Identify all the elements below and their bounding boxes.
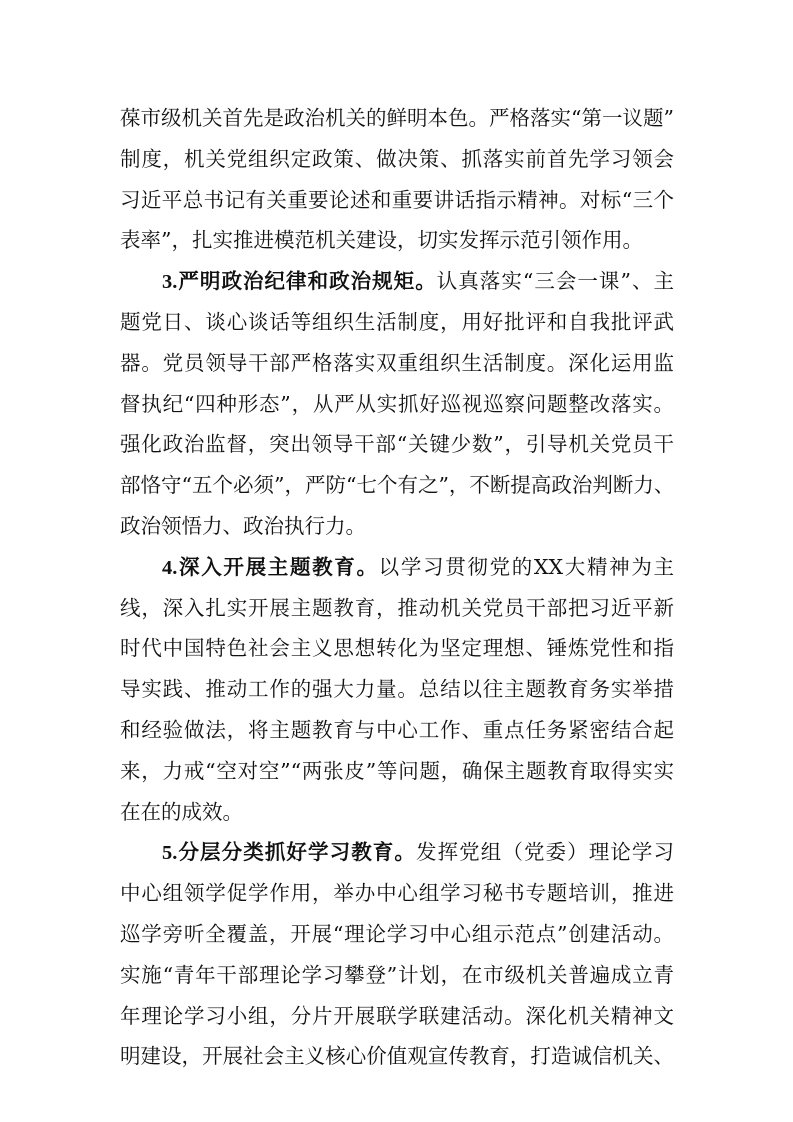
paragraph-continuation xyxy=(120,104,674,267)
text-line: 来，力戒“空对空”“两张皮”等问题，确保主题教育取得实实 xyxy=(120,758,674,783)
text-line: 巡学旁听全覆盖，开展“理论学习中心组示范点”创建活动。 xyxy=(120,921,674,946)
text-span: 认真落实“三会一课”、主 xyxy=(436,269,674,294)
text-line: 表率”，扎实推进模范机关建设，切实发挥示范引领作用。 xyxy=(120,228,643,253)
text-line: 题党日、谈心谈话等组织生活制度，用好批评和自我批评武 xyxy=(120,309,674,334)
text-line: 强化政治监督，突出领导干部“关键少数”，引导机关党员干 xyxy=(120,432,674,457)
text-line: 明建设，开展社会主义核心价值观宣传教育，打造诚信机关、 xyxy=(120,1044,674,1069)
text-line: 中心组领学促学作用，举办中心组学习秘书专题培训，推进 xyxy=(120,881,674,906)
text-line: 习近平总书记有关重要论述和重要讲话指示精神。对标“三个 xyxy=(120,187,674,212)
section-heading: 3.严明政治纪律和政治规矩。 xyxy=(162,271,437,294)
text-line: 制度，机关党组织定政策、做决策、抓落实前首先学习领会 xyxy=(120,146,674,171)
text-span: 发挥党组（党委）理论学习 xyxy=(415,840,675,865)
text-line: 器。党员领导干部严格落实双重组织生活制度。深化运用监 xyxy=(120,350,674,375)
text-line: 在在的成效。 xyxy=(120,799,243,824)
text-line: 督执纪“四种形态”，从严从实抓好巡视巡察问题整改落实。 xyxy=(120,391,674,416)
text-line xyxy=(120,267,674,308)
text-line: 年理论学习小组，分片开展联学联建活动。深化机关精神文 xyxy=(120,1003,674,1028)
text-line xyxy=(120,838,674,879)
paragraph-learning-education xyxy=(120,838,674,1083)
text-line: 实施“青年干部理论学习攀登”计划，在市级机关普遍成立青 xyxy=(120,962,674,987)
text-line: 时代中国特色社会主义思想转化为坚定理想、锤炼党性和指 xyxy=(120,636,674,661)
text-line: 政治领悟力、政治执行力。 xyxy=(120,513,366,538)
text-line xyxy=(120,553,674,594)
paragraph-theme-education xyxy=(120,553,674,839)
text-line: 部恪守“五个必须”，严防“七个有之”，不断提高政治判断力、 xyxy=(120,473,675,498)
text-line: 葆市级机关首先是政治机关的鲜明本色。严格落实“第一议题” xyxy=(120,106,674,130)
text-line: 和经验做法，将主题教育与中心工作、重点任务紧密结合起 xyxy=(120,717,674,742)
document-page xyxy=(120,104,674,1083)
section-heading: 5.分层分类抓好学习教育。 xyxy=(162,842,416,865)
text-span: 以学习贯彻党的XX大精神为主 xyxy=(378,554,674,579)
section-heading: 4.深入开展主题教育。 xyxy=(162,556,379,579)
text-line: 导实践、推动工作的强大力量。总结以往主题教育务实举措 xyxy=(120,677,674,702)
text-line: 线，深入扎实开展主题教育，推动机关党员干部把习近平新 xyxy=(120,595,674,620)
paragraph-political-discipline xyxy=(120,267,674,553)
